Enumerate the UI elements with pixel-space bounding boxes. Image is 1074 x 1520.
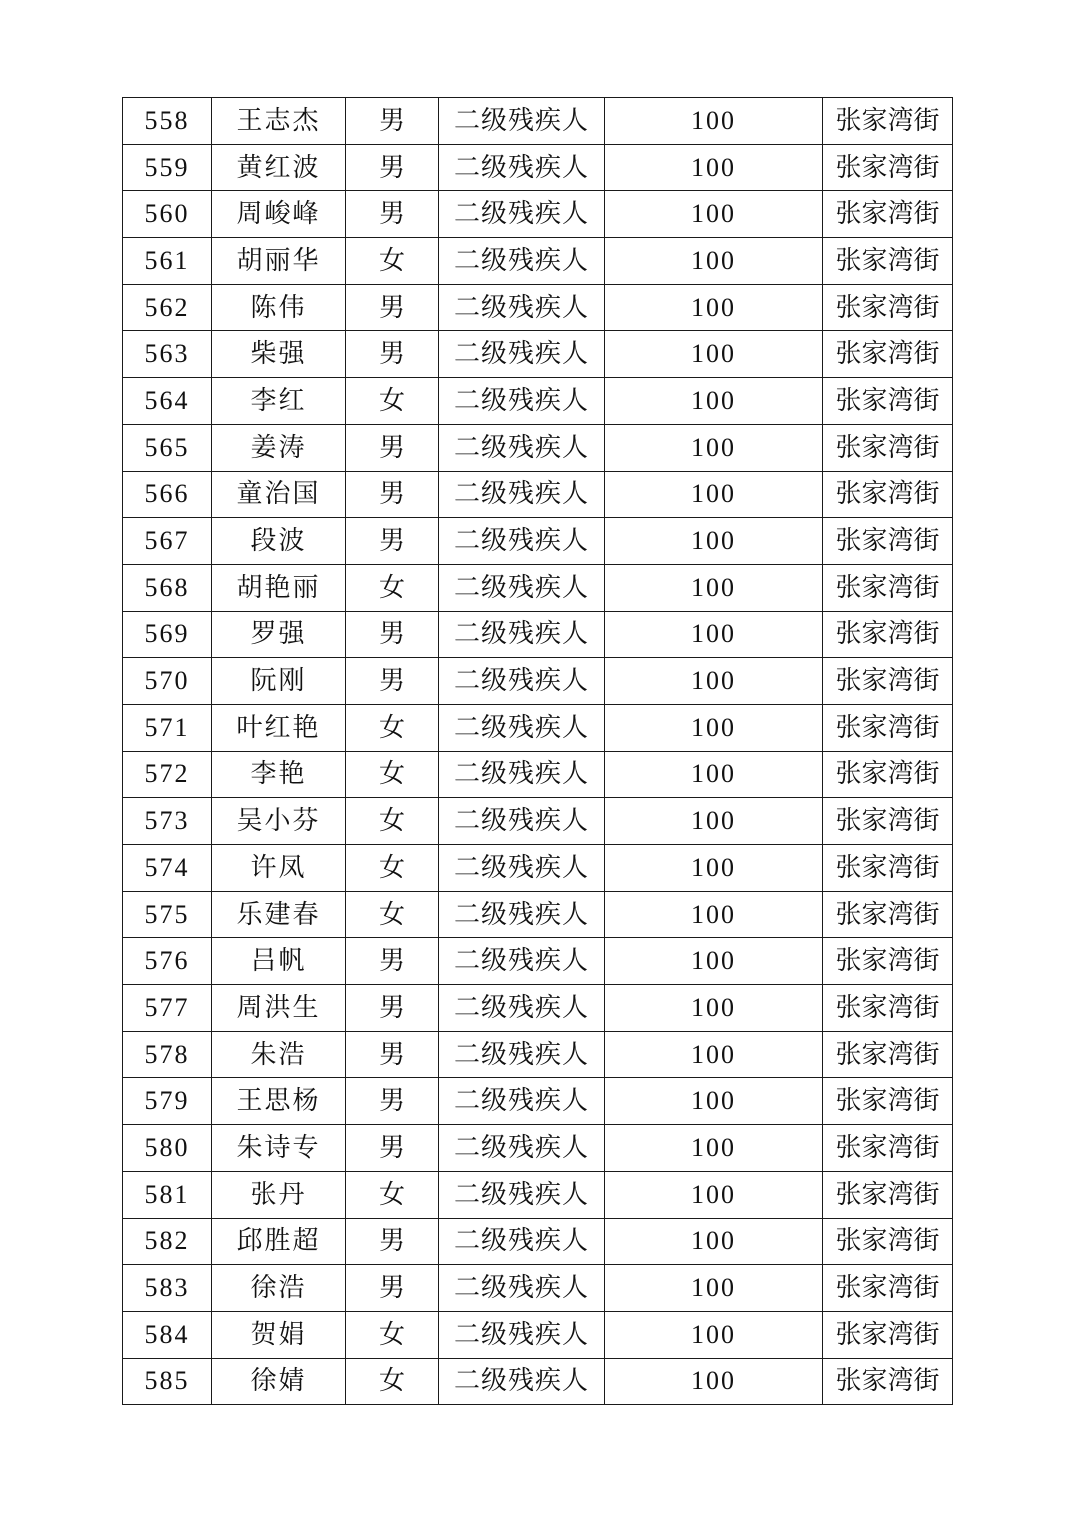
category-cell: 二级残疾人 xyxy=(439,751,605,798)
gender-cell: 男 xyxy=(346,284,439,331)
table-row xyxy=(123,704,953,751)
amount-cell: 100 xyxy=(605,284,823,331)
gender-cell: 男 xyxy=(346,1265,439,1312)
table-row xyxy=(123,938,953,985)
person-name-cell: 李红 xyxy=(212,378,346,425)
gender-cell: 男 xyxy=(346,424,439,471)
amount-cell: 100 xyxy=(605,611,823,658)
street-cell: 张家湾街 xyxy=(823,1218,953,1265)
category-cell: 二级残疾人 xyxy=(439,1265,605,1312)
table-row xyxy=(123,1171,953,1218)
table-row xyxy=(123,191,953,238)
person-name-cell: 陈伟 xyxy=(212,284,346,331)
category-cell: 二级残疾人 xyxy=(439,1031,605,1078)
person-name-cell: 黄红波 xyxy=(212,144,346,191)
street-cell: 张家湾街 xyxy=(823,331,953,378)
category-cell: 二级残疾人 xyxy=(439,1171,605,1218)
street-cell: 张家湾街 xyxy=(823,378,953,425)
street-cell: 张家湾街 xyxy=(823,1031,953,1078)
street-cell: 张家湾街 xyxy=(823,144,953,191)
gender-cell: 女 xyxy=(346,891,439,938)
category-cell: 二级残疾人 xyxy=(439,378,605,425)
person-name-cell: 徐浩 xyxy=(212,1265,346,1312)
street-cell: 张家湾街 xyxy=(823,1265,953,1312)
street-cell: 张家湾街 xyxy=(823,518,953,565)
table-row xyxy=(123,1265,953,1312)
row-number-cell: 581 xyxy=(123,1171,212,1218)
table-row xyxy=(123,798,953,845)
category-cell: 二级残疾人 xyxy=(439,238,605,285)
street-cell: 张家湾街 xyxy=(823,424,953,471)
person-name-cell: 胡艳丽 xyxy=(212,564,346,611)
gender-cell: 女 xyxy=(346,1358,439,1405)
row-number-cell: 570 xyxy=(123,658,212,705)
person-name-cell: 吕帆 xyxy=(212,938,346,985)
records-table xyxy=(122,97,953,1405)
amount-cell: 100 xyxy=(605,144,823,191)
row-number-cell: 585 xyxy=(123,1358,212,1405)
gender-cell: 男 xyxy=(346,144,439,191)
row-number-cell: 577 xyxy=(123,985,212,1032)
person-name-cell: 邱胜超 xyxy=(212,1218,346,1265)
street-cell: 张家湾街 xyxy=(823,191,953,238)
person-name-cell: 朱诗专 xyxy=(212,1125,346,1172)
category-cell: 二级残疾人 xyxy=(439,144,605,191)
table-row xyxy=(123,985,953,1032)
table-row xyxy=(123,564,953,611)
amount-cell: 100 xyxy=(605,471,823,518)
street-cell: 张家湾街 xyxy=(823,845,953,892)
category-cell: 二级残疾人 xyxy=(439,1218,605,1265)
table-row xyxy=(123,1078,953,1125)
amount-cell: 100 xyxy=(605,1031,823,1078)
row-number-cell: 560 xyxy=(123,191,212,238)
category-cell: 二级残疾人 xyxy=(439,518,605,565)
row-number-cell: 566 xyxy=(123,471,212,518)
category-cell: 二级残疾人 xyxy=(439,798,605,845)
street-cell: 张家湾街 xyxy=(823,798,953,845)
person-name-cell: 贺娟 xyxy=(212,1311,346,1358)
row-number-cell: 569 xyxy=(123,611,212,658)
gender-cell: 女 xyxy=(346,564,439,611)
street-cell: 张家湾街 xyxy=(823,1171,953,1218)
person-name-cell: 姜涛 xyxy=(212,424,346,471)
gender-cell: 女 xyxy=(346,704,439,751)
category-cell: 二级残疾人 xyxy=(439,1078,605,1125)
gender-cell: 女 xyxy=(346,751,439,798)
person-name-cell: 童治国 xyxy=(212,471,346,518)
amount-cell: 100 xyxy=(605,938,823,985)
gender-cell: 男 xyxy=(346,518,439,565)
amount-cell: 100 xyxy=(605,1078,823,1125)
category-cell: 二级残疾人 xyxy=(439,284,605,331)
amount-cell: 100 xyxy=(605,985,823,1032)
row-number-cell: 559 xyxy=(123,144,212,191)
person-name-cell: 乐建春 xyxy=(212,891,346,938)
gender-cell: 男 xyxy=(346,611,439,658)
table-row xyxy=(123,144,953,191)
table-row xyxy=(123,331,953,378)
person-name-cell: 阮刚 xyxy=(212,658,346,705)
gender-cell: 女 xyxy=(346,1171,439,1218)
street-cell: 张家湾街 xyxy=(823,891,953,938)
amount-cell: 100 xyxy=(605,1171,823,1218)
table-row xyxy=(123,238,953,285)
row-number-cell: 558 xyxy=(123,98,212,145)
row-number-cell: 565 xyxy=(123,424,212,471)
category-cell: 二级残疾人 xyxy=(439,1358,605,1405)
table-row xyxy=(123,1358,953,1405)
amount-cell: 100 xyxy=(605,658,823,705)
gender-cell: 女 xyxy=(346,378,439,425)
row-number-cell: 571 xyxy=(123,704,212,751)
gender-cell: 男 xyxy=(346,471,439,518)
category-cell: 二级残疾人 xyxy=(439,704,605,751)
amount-cell: 100 xyxy=(605,424,823,471)
street-cell: 张家湾街 xyxy=(823,611,953,658)
person-name-cell: 徐婧 xyxy=(212,1358,346,1405)
street-cell: 张家湾街 xyxy=(823,1078,953,1125)
row-number-cell: 561 xyxy=(123,238,212,285)
category-cell: 二级残疾人 xyxy=(439,471,605,518)
gender-cell: 男 xyxy=(346,1218,439,1265)
table-row xyxy=(123,471,953,518)
person-name-cell: 许凤 xyxy=(212,845,346,892)
row-number-cell: 584 xyxy=(123,1311,212,1358)
street-cell: 张家湾街 xyxy=(823,238,953,285)
amount-cell: 100 xyxy=(605,1265,823,1312)
category-cell: 二级残疾人 xyxy=(439,985,605,1032)
amount-cell: 100 xyxy=(605,1218,823,1265)
person-name-cell: 张丹 xyxy=(212,1171,346,1218)
street-cell: 张家湾街 xyxy=(823,1125,953,1172)
category-cell: 二级残疾人 xyxy=(439,891,605,938)
street-cell: 张家湾街 xyxy=(823,985,953,1032)
amount-cell: 100 xyxy=(605,331,823,378)
table-row xyxy=(123,751,953,798)
street-cell: 张家湾街 xyxy=(823,1311,953,1358)
table-row xyxy=(123,1031,953,1078)
row-number-cell: 575 xyxy=(123,891,212,938)
table-row xyxy=(123,658,953,705)
gender-cell: 男 xyxy=(346,938,439,985)
category-cell: 二级残疾人 xyxy=(439,845,605,892)
gender-cell: 男 xyxy=(346,98,439,145)
amount-cell: 100 xyxy=(605,238,823,285)
table-row xyxy=(123,378,953,425)
amount-cell: 100 xyxy=(605,98,823,145)
amount-cell: 100 xyxy=(605,798,823,845)
amount-cell: 100 xyxy=(605,1125,823,1172)
person-name-cell: 李艳 xyxy=(212,751,346,798)
category-cell: 二级残疾人 xyxy=(439,424,605,471)
row-number-cell: 567 xyxy=(123,518,212,565)
category-cell: 二级残疾人 xyxy=(439,191,605,238)
row-number-cell: 563 xyxy=(123,331,212,378)
row-number-cell: 578 xyxy=(123,1031,212,1078)
person-name-cell: 段波 xyxy=(212,518,346,565)
street-cell: 张家湾街 xyxy=(823,704,953,751)
records-table-body xyxy=(123,98,953,1405)
category-cell: 二级残疾人 xyxy=(439,611,605,658)
category-cell: 二级残疾人 xyxy=(439,938,605,985)
gender-cell: 男 xyxy=(346,191,439,238)
amount-cell: 100 xyxy=(605,378,823,425)
table-row xyxy=(123,891,953,938)
table-row xyxy=(123,1125,953,1172)
street-cell: 张家湾街 xyxy=(823,284,953,331)
row-number-cell: 568 xyxy=(123,564,212,611)
gender-cell: 女 xyxy=(346,845,439,892)
category-cell: 二级残疾人 xyxy=(439,1125,605,1172)
amount-cell: 100 xyxy=(605,564,823,611)
category-cell: 二级残疾人 xyxy=(439,1311,605,1358)
person-name-cell: 胡丽华 xyxy=(212,238,346,285)
row-number-cell: 573 xyxy=(123,798,212,845)
person-name-cell: 王思杨 xyxy=(212,1078,346,1125)
table-row xyxy=(123,424,953,471)
row-number-cell: 580 xyxy=(123,1125,212,1172)
person-name-cell: 叶红艳 xyxy=(212,704,346,751)
gender-cell: 女 xyxy=(346,798,439,845)
street-cell: 张家湾街 xyxy=(823,98,953,145)
gender-cell: 女 xyxy=(346,238,439,285)
gender-cell: 男 xyxy=(346,331,439,378)
person-name-cell: 吴小芬 xyxy=(212,798,346,845)
person-name-cell: 周峻峰 xyxy=(212,191,346,238)
person-name-cell: 周洪生 xyxy=(212,985,346,1032)
row-number-cell: 583 xyxy=(123,1265,212,1312)
table-row xyxy=(123,98,953,145)
table-row xyxy=(123,611,953,658)
person-name-cell: 罗强 xyxy=(212,611,346,658)
category-cell: 二级残疾人 xyxy=(439,564,605,611)
row-number-cell: 576 xyxy=(123,938,212,985)
row-number-cell: 582 xyxy=(123,1218,212,1265)
amount-cell: 100 xyxy=(605,704,823,751)
street-cell: 张家湾街 xyxy=(823,471,953,518)
person-name-cell: 柴强 xyxy=(212,331,346,378)
table-row xyxy=(123,1311,953,1358)
amount-cell: 100 xyxy=(605,891,823,938)
row-number-cell: 579 xyxy=(123,1078,212,1125)
amount-cell: 100 xyxy=(605,845,823,892)
street-cell: 张家湾街 xyxy=(823,564,953,611)
category-cell: 二级残疾人 xyxy=(439,331,605,378)
amount-cell: 100 xyxy=(605,1358,823,1405)
person-name-cell: 朱浩 xyxy=(212,1031,346,1078)
amount-cell: 100 xyxy=(605,1311,823,1358)
gender-cell: 男 xyxy=(346,985,439,1032)
category-cell: 二级残疾人 xyxy=(439,658,605,705)
amount-cell: 100 xyxy=(605,518,823,565)
street-cell: 张家湾街 xyxy=(823,1358,953,1405)
amount-cell: 100 xyxy=(605,751,823,798)
street-cell: 张家湾街 xyxy=(823,658,953,705)
person-name-cell: 王志杰 xyxy=(212,98,346,145)
street-cell: 张家湾街 xyxy=(823,938,953,985)
gender-cell: 男 xyxy=(346,658,439,705)
gender-cell: 女 xyxy=(346,1311,439,1358)
row-number-cell: 574 xyxy=(123,845,212,892)
table-row xyxy=(123,1218,953,1265)
gender-cell: 男 xyxy=(346,1125,439,1172)
table-row xyxy=(123,845,953,892)
gender-cell: 男 xyxy=(346,1031,439,1078)
row-number-cell: 564 xyxy=(123,378,212,425)
table-row xyxy=(123,284,953,331)
row-number-cell: 562 xyxy=(123,284,212,331)
gender-cell: 男 xyxy=(346,1078,439,1125)
street-cell: 张家湾街 xyxy=(823,751,953,798)
table-row xyxy=(123,518,953,565)
category-cell: 二级残疾人 xyxy=(439,98,605,145)
row-number-cell: 572 xyxy=(123,751,212,798)
amount-cell: 100 xyxy=(605,191,823,238)
